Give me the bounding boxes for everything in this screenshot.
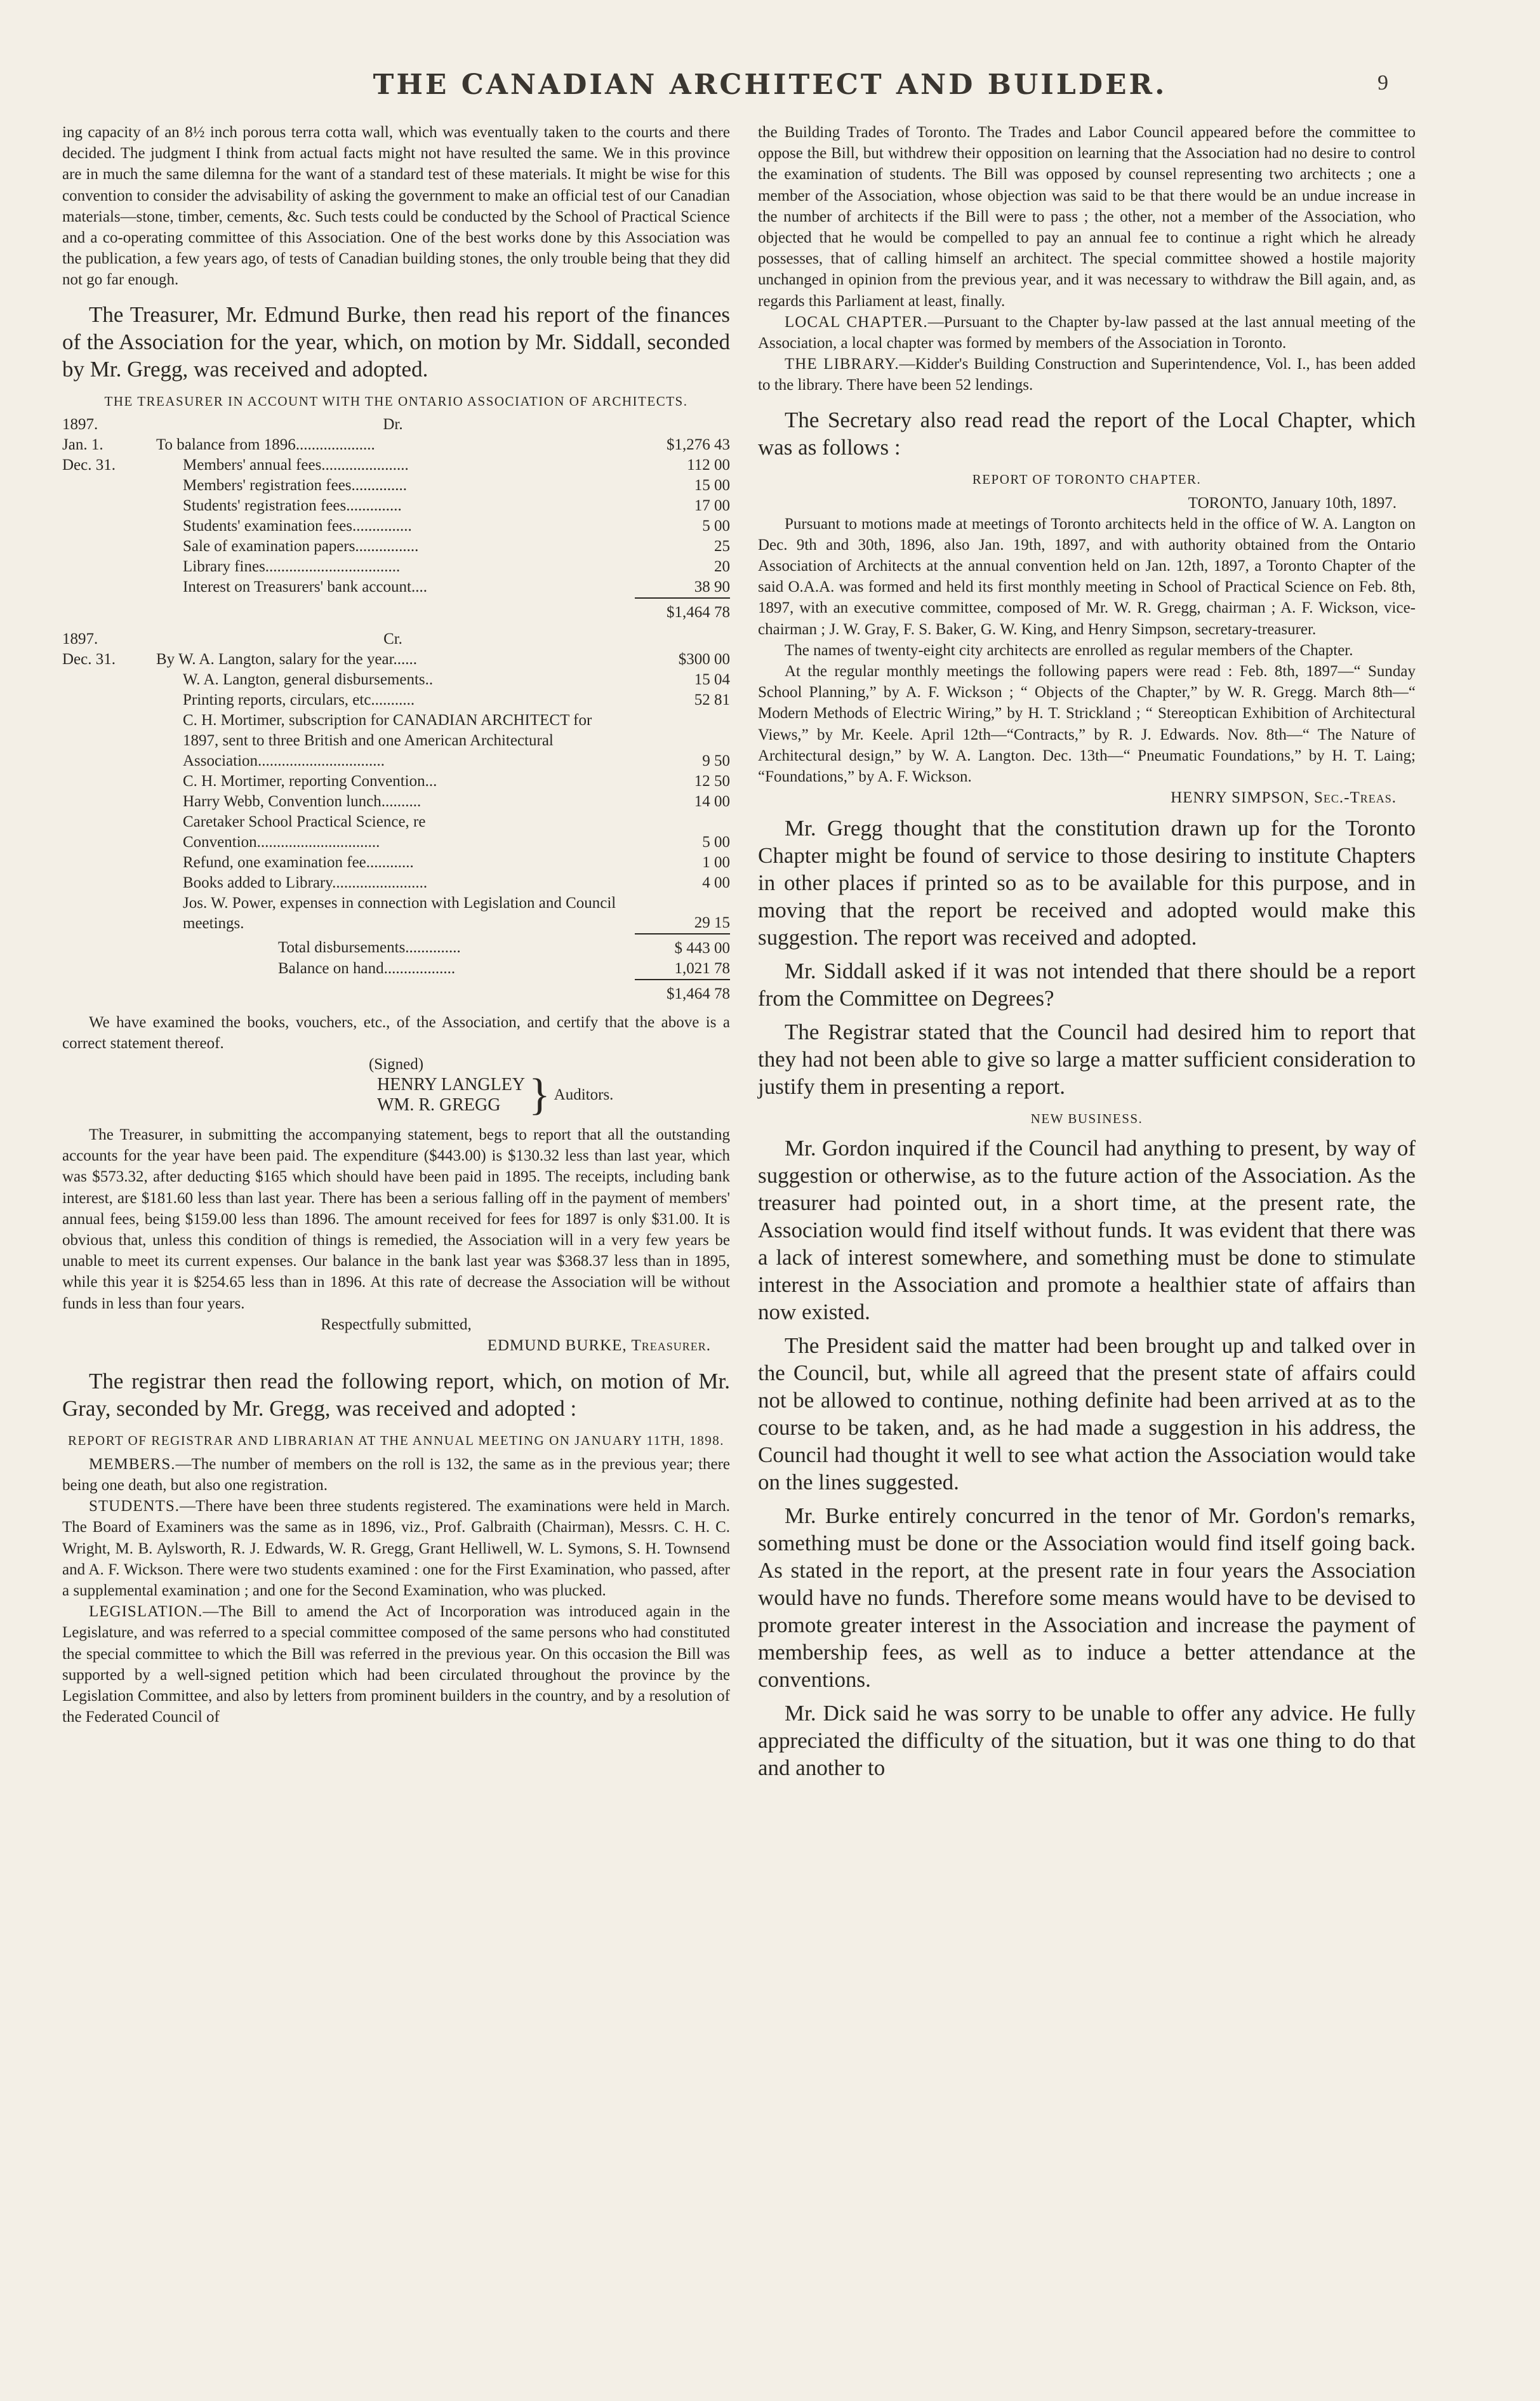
right-column <box>758 122 1416 1785</box>
section-heading: NEW BUSINESS. <box>1030 1111 1143 1127</box>
row-amount: 14 00 <box>694 792 730 810</box>
row-date: Dec. 31. <box>62 650 116 668</box>
audit-note: We have examined the books, vouchers, etc., of the Association, and certify that the above is a correct statement thereof. <box>62 1013 730 1052</box>
table-row <box>62 516 730 536</box>
debit-total: $1,464 78 <box>635 598 730 623</box>
row-amount: 4 00 <box>702 874 730 891</box>
table-row <box>62 792 730 812</box>
table-row <box>62 649 730 670</box>
run-in-head: THE LIBRARY. <box>785 356 899 373</box>
row-amount: 17 00 <box>694 496 730 514</box>
row-item: W. A. Langton, general disbursements.. <box>183 670 434 688</box>
run-in-head: STUDENTS. <box>89 1498 180 1515</box>
body-paragraph <box>62 1496 730 1601</box>
table-row <box>62 710 730 771</box>
row-amount: 1 00 <box>702 853 730 871</box>
credit-total: $1,464 78 <box>635 980 730 1004</box>
row-item: To balance from 1896.................... <box>156 436 375 453</box>
row-amount: 52 81 <box>694 691 730 708</box>
row-item: Sale of examination papers................ <box>183 537 419 555</box>
body-paragraph <box>62 1601 730 1727</box>
run-in-text: —There have been three students registered. The examinations were held in March. The Board of Examiners was the same as in 1896, viz., Prof. Galbraith (Chairman), Messrs. C. H. C. Wright, M. B. Aylsworth, R. J. Edwards, W. R. Gregg, Grant Helliwell, W. L. Symons, S. H. Townsend and A. F. Wickson. There were two students examined : one for the First Examination, who passed, after a supplemental examination ; and one for the Second Examination, who was plucked. <box>62 1498 730 1600</box>
body-paragraph: the Building Trades of Toronto. The Trades and Labor Council appeared before the committee to oppose the Bill, but withdrew their opposition on learning that the Association had no desire to control the examination of students. The Bill was opposed by counsel representing two architects ; one a member of the Association, whose objection was said to be that there would be an undue increase in the number of architects if the Bill were to pass ; the other, not a member of the Association, who objected that he would be compelled to pay an annual fee to continue a right which he already possesses, that of calling himself an architect. The special committee showed a hostile majority unchanged in opinion from the previous year, and it was necessary to withdraw the Bill again, and, as regards this Parliament at least, finally. <box>758 124 1416 310</box>
table-row <box>62 812 730 853</box>
body-paragraph: At the regular monthly meetings the following papers were read : Feb. 8th, 1897—“ Sunday School Planning,” by A. F. Wickson ; “ Objects of the Chapter,” by W. R. Gregg. March 8th—“ Modern Methods of Electric Wiring,” by H. T. Strickland ; “ Stereoptican Exhibition of Architectural Views,” by Mr. Keele. April 12th—“Contracts,” by R. J. Edwards. Nov. 8th—“ The Nature of Architectural design,” by W. A. Langton. Dec. 13th—“ Pneumatic Foundations,” by H. T. Laing; “Foundations,” by A. F. Wickson. <box>758 663 1416 786</box>
report-title: REPORT OF TORONTO CHAPTER. <box>972 471 1202 487</box>
row-amount: 15 04 <box>694 670 730 688</box>
closing-line: Respectfully submitted, <box>321 1315 472 1333</box>
table-row <box>62 557 730 577</box>
running-head: THE CANADIAN ARCHITECT AND BUILDER. <box>373 69 1167 101</box>
body-paragraph: The names of twenty-eight city architects are enrolled as regular members of the Chapter. <box>785 641 1353 659</box>
row-amount: 25 <box>714 537 730 555</box>
credit-table <box>62 629 730 1004</box>
row-amount: 15 00 <box>694 476 730 494</box>
row-item: Harry Webb, Convention lunch.......... <box>183 792 422 810</box>
debit-table <box>62 415 730 623</box>
row-item: Total disbursements.............. <box>278 938 461 956</box>
row-item: C. H. Mortimer, reporting Convention... <box>183 772 437 790</box>
row-amount: 29 15 <box>694 914 730 931</box>
row-date: Dec. 31. <box>62 456 116 474</box>
run-in-text: —Pursuant to the Chapter by-law passed at the last annual meeting of the Association, a local chapter was formed by members of the Association in Toronto. <box>758 313 1416 352</box>
brace-icon: } <box>529 1070 550 1120</box>
table-row <box>62 435 730 455</box>
table-row <box>62 934 730 959</box>
row-item: Students' registration fees.............. <box>183 496 402 514</box>
lead-paragraph: Mr. Burke entirely concurred in the tenor of Mr. Gordon's remarks, something must be done or the Association would find itself going back. As stated in the report, at the present rate in four years the Association would have no funds. Therefore some means would have to be devised to promote greater interest in the Association and increase the payment of membership fees, as well as to induce a better attendance at the conventions. <box>758 1503 1416 1693</box>
left-column <box>62 122 730 1728</box>
year-label: 1897. <box>62 415 98 433</box>
row-item: Members' registration fees.............. <box>183 476 408 494</box>
row-amount: $1,276 43 <box>667 436 730 453</box>
run-in-text: —The number of members on the roll is 132, the same as in the previous year; there being one death, but also one registration. <box>62 1455 730 1494</box>
table-row <box>62 853 730 873</box>
body-paragraph <box>758 354 1416 396</box>
row-item: Jos. W. Power, expenses in connection with Legislation and Council meetings. <box>183 894 616 932</box>
table-row <box>62 893 730 934</box>
row-date: Jan. 1. <box>62 436 103 453</box>
row-amount: 12 50 <box>694 772 730 790</box>
row-item: Printing reports, circulars, etc........... <box>183 691 415 708</box>
year-label: 1897. <box>62 630 98 648</box>
signature: EDMUND BURKE, Treasurer. <box>487 1336 711 1354</box>
signature: HENRY SIMPSON, Sec.-Treas. <box>1171 789 1397 807</box>
auditor-names <box>377 1075 525 1115</box>
table-row <box>62 690 730 710</box>
table-total-row <box>62 598 730 623</box>
table-total-row <box>62 980 730 1004</box>
row-amount: 9 50 <box>702 752 730 769</box>
row-item: Books added to Library........................ <box>183 874 428 891</box>
run-in-text: —The Bill to amend the Act of Incorporation was introduced again in the Legislature, and was referred to a special committee composed of the same persons who had constituted the special committee to which the Bill was referred in the previous year. On this occasion the Bill was supported by a well-signed petition which had been circulated throughout the province by the Legislation Committee, and also by letters from prominent builders in the country, and by a resolution of the Federated Council of <box>62 1603 730 1726</box>
run-in-head: MEMBERS. <box>89 1455 176 1473</box>
row-item: Refund, one examination fee............ <box>183 853 414 871</box>
row-item: Library fines.................................. <box>183 557 401 575</box>
table-row <box>62 476 730 496</box>
run-in-head: LOCAL CHAPTER. <box>785 313 928 331</box>
table-row <box>62 959 730 980</box>
run-in-head: LEGISLATION. <box>89 1603 203 1621</box>
table-row <box>62 496 730 516</box>
row-amount: $300 00 <box>678 650 730 668</box>
table-row <box>62 670 730 690</box>
row-amount: $ 443 00 <box>635 934 730 959</box>
signed-label: (Signed) <box>368 1056 424 1074</box>
dr-label: Dr. <box>383 415 403 433</box>
lead-paragraph: The registrar then read the following report, which, on motion of Mr. Gray, seconded by Mr. Gregg, was received and adopted : <box>62 1368 730 1421</box>
row-amount: 1,021 78 <box>674 959 730 977</box>
auditor-name: HENRY LANGLEY <box>377 1075 526 1095</box>
body-paragraph: Pursuant to motions made at meetings of Toronto architects held in the office of W. A. Langton on Dec. 9th and 30th, 1896, also Jan. 19th, 1897, and with authority obtained from the Ontario Association of Architects at the annual convention held on Jan. 12th, 1897, a Toronto Chapter of the said O.A.A. was formed and held its first monthly meeting in School of Practical Science on Feb. 8th, 1897, with an executive committee, composed of Mr. W. R. Gregg, chairman ; A. F. Wickson, vice-chairman ; J. W. Gray, F. S. Baker, G. W. King, and Henry Simpson, secretary-treasurer. <box>758 515 1416 638</box>
account-title: THE TREASURER IN ACCOUNT WITH THE ONTARIO ASSOCIATION OF ARCHITECTS. <box>104 393 688 409</box>
table-row <box>62 536 730 557</box>
row-amount: 20 <box>714 557 730 575</box>
report-title: REPORT OF REGISTRAR AND LIBRARIAN AT THE ANNUAL MEETING ON JANUARY 11TH, 1898. <box>68 1432 724 1448</box>
lead-paragraph: The Treasurer, Mr. Edmund Burke, then read his report of the finances of the Association for the year, which, on motion by Mr. Siddall, seconded by Mr. Gregg, was received and adopted. <box>62 302 730 382</box>
row-item: Interest on Treasurers' bank account.... <box>183 578 427 595</box>
lead-paragraph: The Registrar stated that the Council had desired him to report that they had not been able to give so large a matter sufficient consideration to justify them in presenting a report. <box>758 1020 1416 1100</box>
lead-paragraph: Mr. Gordon inquired if the Council had anything to present, by way of suggestion or otherwise, as to the future action of the Association. As the treasurer had pointed out, in a short time, at the present rate, the Association would find itself without funds. It was evident that there was a lack of interest somewhere, and something must be done to stimulate interest in the Association and promote a healthier state of affairs than now existed. <box>758 1136 1416 1325</box>
lead-paragraph: Mr. Siddall asked if it was not intended that there should be a report from the Committee on Degrees? <box>758 959 1416 1011</box>
row-item: C. H. Mortimer, subscription for CANADIAN ARCHITECT for 1897, sent to three British and one American Architectural Association................................ <box>183 711 592 769</box>
row-amount: 112 00 <box>687 456 730 474</box>
auditors-label: Auditors. <box>554 1086 614 1104</box>
lead-paragraph: Mr. Gregg thought that the constitution drawn up for the Toronto Chapter might be found of service to those desiring to institute Chapters in other places if printed so as to be available for this purpose, and in moving that the report be received and adopted would make this suggestion. The report was received and adopted. <box>758 816 1416 950</box>
row-item: Members' annual fees...................... <box>183 456 409 474</box>
row-item: Balance on hand.................. <box>278 959 456 977</box>
lead-paragraph: The Secretary also read read the report of the Local Chapter, which was as follows : <box>758 407 1416 460</box>
row-amount: 38 90 <box>694 578 730 595</box>
body-paragraph: The Treasurer, in submitting the accompanying statement, begs to report that all the outstanding accounts for the year have been paid. The expenditure ($443.00) is $130.32 less than last year, which was $573.32, after deducting $165 which should have been paid in 1895. The receipts, including bank interest, are $181.60 less than last year. There has been a serious falling off in the payment of members' annual fees, being $159.00 less than 1896. The amount received for fees for 1897 is only $31.00. It is obvious that, unless this condition of things is remedied, the Association will in a very few years be unable to meet its current expenses. Our balance in the bank last year was $368.37 less than in 1895, while this year it is $254.65 less than in 1896. At this rate of decrease the Association will be without funds in less than four years. <box>62 1126 730 1312</box>
body-paragraph: ing capacity of an 8½ inch porous terra cotta wall, which was eventually taken to the courts and there decided. The judgment I think from actual facts might not have resulted the same. We in this province are in much the same dilemna for the want of a standard test of these materials. It might be wise for this convention to consider the advisability of asking the government to make an official test of our Canadian materials—stone, timber, cements, &c. Such tests could be conducted by the School of Practical Science and a co-operating committee of this Association. One of the best works done by this Association was the publication, a few years ago, of tests of Canadian building stones, the only trouble being that they did not go far enough. <box>62 124 730 289</box>
table-row <box>62 577 730 598</box>
row-amount: 5 00 <box>702 833 730 851</box>
table-row <box>62 873 730 893</box>
table-row <box>62 455 730 476</box>
page-number: 9 <box>1377 71 1388 95</box>
body-paragraph <box>62 1454 730 1496</box>
dateline: TORONTO, January 10th, 1897. <box>1188 494 1397 512</box>
row-item: By W. A. Langton, salary for the year...... <box>156 650 418 668</box>
body-paragraph <box>758 312 1416 354</box>
cr-label: Cr. <box>383 630 402 648</box>
row-item: Caretaker School Practical Science, re Convention............................... <box>183 813 426 851</box>
table-row <box>62 771 730 792</box>
auditors-block <box>377 1070 730 1120</box>
row-item: Students' examination fees............... <box>183 517 412 535</box>
auditor-name: WM. R. GREGG <box>377 1095 501 1115</box>
row-amount: 5 00 <box>702 517 730 535</box>
lead-paragraph: The President said the matter had been brought up and talked over in the Council, but, while all agreed that the present state of affairs could not be allowed to continue, nothing definite had been arrived at as to the course to be taken, and, as he had made a suggestion in his address, the Council had thought it well to see what action the Association would take on the lines suggested. <box>758 1333 1416 1495</box>
run-in-text: —Kidder's Building Construction and Superintendence, Vol. I., has been added to the library. There have been 52 lendings. <box>758 356 1416 394</box>
lead-paragraph: Mr. Dick said he was sorry to be unable to offer any advice. He fully appreciated the difficulty of the situation, but it was one thing to do that and another to <box>758 1701 1416 1781</box>
